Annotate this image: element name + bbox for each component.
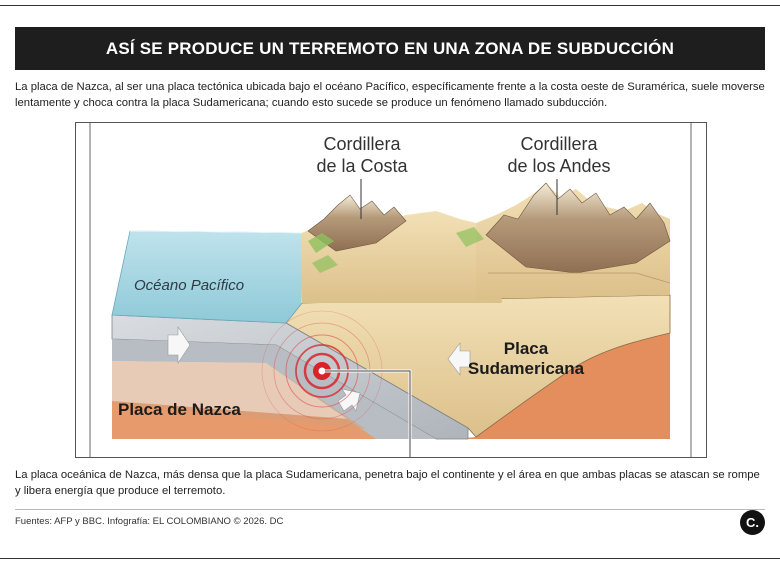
label-placa-nazca: Placa de Nazca <box>118 400 241 419</box>
el-colombiano-logo <box>740 510 765 535</box>
label-placa-sud-line1: Placa <box>503 339 549 358</box>
page-title <box>15 27 765 70</box>
label-cordillera-costa-line2: de la Costa <box>316 156 408 176</box>
label-cordillera-costa-line1: Cordillera <box>323 134 401 154</box>
bottom-rule <box>0 558 780 559</box>
label-oceano-pacifico: Océano Pacífico <box>134 277 245 294</box>
footer-separator <box>15 509 765 510</box>
intro-paragraph: La placa de Nazca, al ser una placa tectónica ubicada bajo el océano Pacífico, específicamente frente a la costa oeste de Suramérica, suele moverse lentamente y choca contra la placa Sudamericana; cuando esto sucede se produce un fenómeno llamado subducción. <box>15 81 765 109</box>
page-title-text: ASÍ SE PRODUCE UN TERREMOTO EN UNA ZONA DE SUBDUCCIÓN <box>105 38 675 58</box>
top-rule <box>0 5 780 6</box>
label-cordillera-costa <box>304 133 420 177</box>
caption-paragraph: La placa oceánica de Nazca, más densa que la placa Sudamericana, penetra bajo el continente y el área en que ambas placas se atascan se rompe y libera energía que produce el terremoto. <box>15 469 760 497</box>
label-placa-sud-line2: Sudamericana <box>467 359 585 378</box>
label-cordillera-andes-line2: de los Andes <box>507 156 611 176</box>
label-placa-sudamericana <box>466 339 586 379</box>
label-cordillera-andes <box>494 133 624 177</box>
logo-text: C. <box>746 515 759 530</box>
label-cordillera-andes-line1: Cordillera <box>520 134 598 154</box>
sources-credit: Fuentes: AFP y BBC. Infografía: EL COLOMBIANO © 2026. DC <box>15 516 284 527</box>
subduction-diagram <box>75 122 707 458</box>
